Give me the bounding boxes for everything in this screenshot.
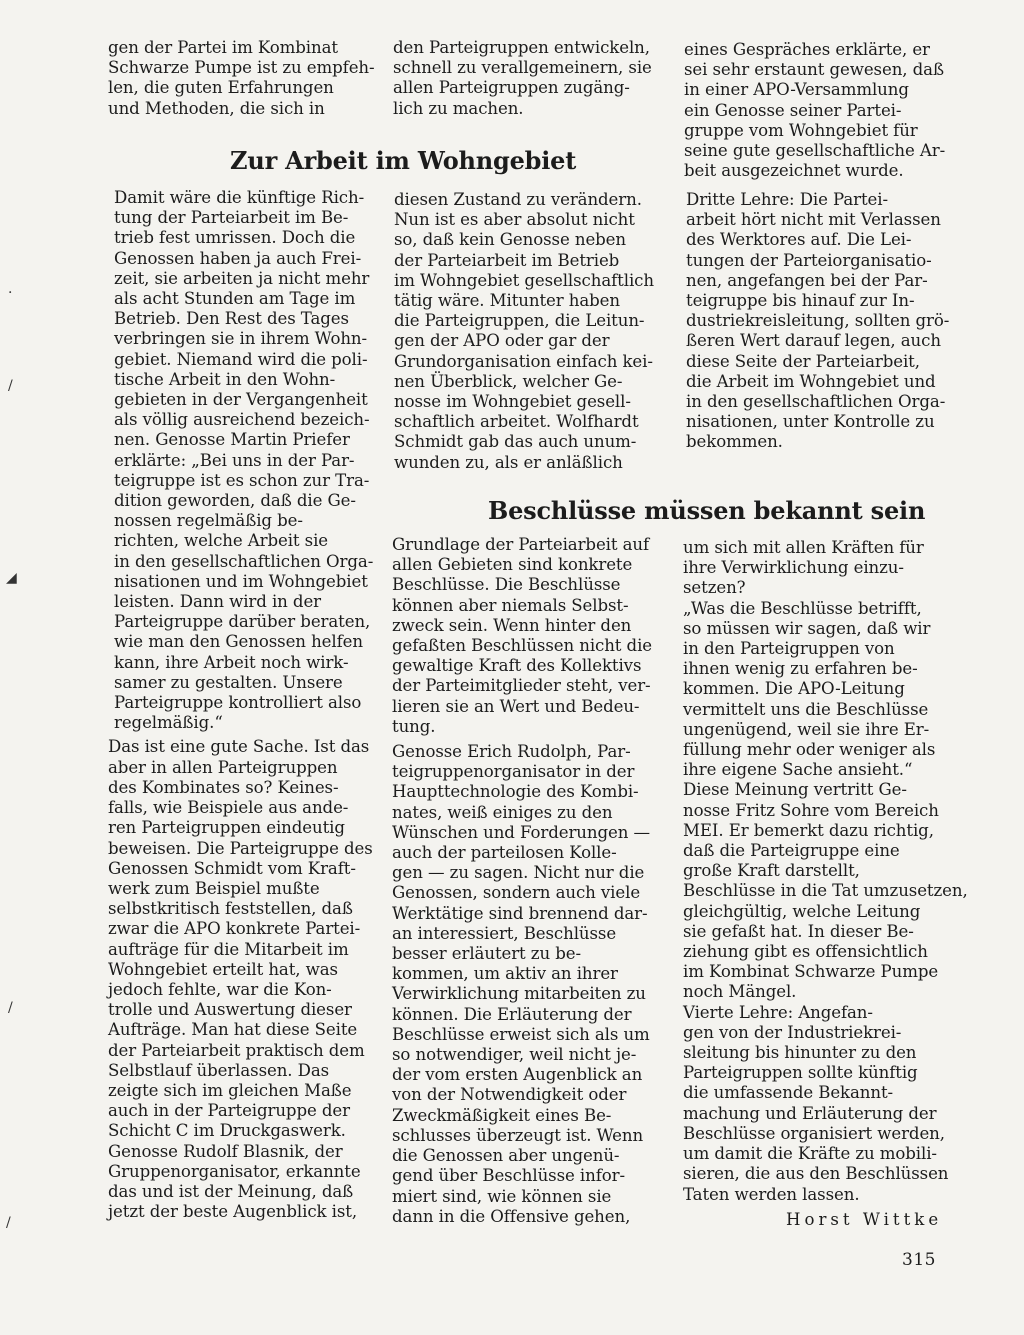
- text-line: gebiet. Niemand wird die poli-: [114, 349, 368, 369]
- text-line: allen Gebieten sind konkrete: [392, 555, 633, 575]
- text-line: seine gute gesellschaftliche Ar-: [684, 141, 946, 161]
- text-line: Genossen haben ja auch Frei-: [114, 248, 362, 268]
- text-line: trieb fest umrissen. Doch die: [114, 228, 356, 248]
- text-line: beit ausgezeichnet wurde.: [684, 161, 904, 181]
- text-line: der Parteiarbeit praktisch dem: [108, 1040, 365, 1060]
- text-line: samer zu gestalten. Unsere: [114, 672, 343, 692]
- margin-mark-icon: /: [8, 1000, 13, 1016]
- text-line: auch in der Parteigruppe der: [108, 1101, 350, 1121]
- section1-col1: [108, 188, 376, 1222]
- text-line: können. Die Erläuterung der: [392, 1004, 632, 1024]
- text-line: so notwendiger, weil nicht je-: [392, 1045, 637, 1065]
- text-line: Betrieb. Den Rest des Tages: [114, 309, 349, 329]
- text-line: ein Genosse seiner Partei-: [684, 100, 902, 120]
- text-line: Das ist eine gute Sache. Ist das: [108, 737, 370, 757]
- text-line: aber in allen Parteigruppen: [108, 757, 338, 777]
- text-line: sleitung bis hinunter zu den: [683, 1043, 917, 1063]
- text-line: bekommen.: [686, 432, 783, 452]
- text-line: schnell zu verallgemeinern, sie: [393, 58, 652, 78]
- margin-mark-icon: /: [8, 378, 13, 394]
- text-line: werk zum Beispiel mußte: [108, 878, 320, 898]
- text-line: Grundlage der Parteiarbeit auf: [392, 535, 650, 554]
- margin-mark-icon: /: [6, 1215, 11, 1231]
- text-line: verbringen sie in ihrem Wohn-: [114, 329, 368, 349]
- text-line: das und ist der Meinung, daß: [108, 1181, 354, 1201]
- text-line: in den Parteigruppen von: [683, 639, 895, 659]
- text-line: Schmidt gab das auch unum-: [394, 432, 637, 452]
- text-line: zweck sein. Wenn hinter den: [392, 615, 632, 635]
- text-line: als völlig ausreichend bezeich-: [114, 410, 370, 430]
- text-line: gen — zu sagen. Nicht nur die: [392, 863, 645, 883]
- text-line: aufträge für die Mitarbeit im: [108, 939, 349, 959]
- text-line: können aber niemals Selbst-: [392, 595, 629, 615]
- text-line: gebieten in der Vergangenheit: [114, 390, 368, 410]
- text-line: sie gefaßt hat. In dieser Be-: [683, 921, 914, 941]
- paragraph: [684, 40, 952, 181]
- text-line: machung und Erläuterung der: [683, 1103, 937, 1123]
- text-line: tung.: [392, 716, 436, 736]
- top-col1: [108, 38, 375, 119]
- text-line: so müssen wir sagen, daß wir: [683, 618, 931, 638]
- text-line: gruppe vom Wohngebiet für: [684, 120, 918, 140]
- section1-col2: [394, 190, 662, 473]
- text-line: wie man den Genossen helfen: [114, 632, 363, 652]
- text-line: schlusses überzeugt ist. Wenn: [392, 1125, 644, 1145]
- text-line: Grundorganisation einfach kei-: [394, 351, 653, 371]
- text-line: große Kraft darstellt,: [683, 861, 860, 881]
- text-line: miert sind, wie können sie: [392, 1186, 612, 1206]
- text-line: Parteigruppe kontrolliert also: [114, 693, 362, 713]
- text-line: diese Seite der Parteiarbeit,: [686, 351, 920, 371]
- text-line: teigruppe ist es schon zur Tra-: [114, 470, 370, 490]
- text-line: zeigte sich im gleichen Maße: [108, 1080, 352, 1100]
- text-line: Zweckmäßigkeit eines Be-: [392, 1105, 612, 1125]
- text-line: zeit, sie arbeiten ja nicht mehr: [114, 268, 370, 288]
- text-line: Parteigruppe darüber beraten,: [114, 612, 371, 632]
- text-line: allen Parteigruppen zugäng-: [393, 78, 630, 98]
- text-line: zwar die APO konkrete Partei-: [108, 919, 361, 939]
- text-line: Selbstlauf überlassen. Das: [108, 1060, 330, 1080]
- text-line: sei sehr erstaunt gewesen, daß: [684, 60, 944, 80]
- text-line: nosse Fritz Sohre vom Bereich: [683, 800, 939, 820]
- text-line: die umfassende Bekannt-: [683, 1083, 894, 1103]
- text-line: daß die Parteigruppe eine: [683, 841, 900, 861]
- text-line: erklärte: „Bei uns in der Par-: [114, 450, 355, 470]
- text-line: Taten werden lassen.: [683, 1184, 860, 1204]
- text-line: noch Mängel.: [683, 982, 797, 1002]
- text-line: tische Arbeit in den Wohn-: [114, 369, 336, 389]
- text-line: um sich mit allen Kräften für: [683, 538, 924, 557]
- text-line: die Parteigruppen, die Leitun-: [394, 311, 645, 331]
- text-line: füllung mehr oder weniger als: [683, 740, 936, 760]
- text-line: sieren, die aus den Beschlüssen: [683, 1164, 949, 1184]
- text-line: falls, wie Beispiele aus ande-: [108, 798, 349, 818]
- text-line: tungen der Parteiorganisatio-: [686, 250, 932, 270]
- text-line: der Parteiarbeit im Betrieb: [394, 250, 620, 270]
- text-line: ßeren Wert darauf legen, auch: [686, 331, 941, 351]
- paragraph: [683, 538, 951, 599]
- text-line: arbeit hört nicht mit Verlassen: [686, 210, 941, 230]
- text-line: ihnen wenig zu erfahren be-: [683, 659, 918, 679]
- page-number: 315: [902, 1250, 936, 1270]
- margin-mark-icon: ◢: [6, 570, 17, 586]
- text-line: Vierte Lehre: Angefan-: [683, 1002, 873, 1022]
- paragraph: [392, 742, 660, 1227]
- text-line: jedoch fehlte, war die Kon-: [108, 979, 332, 999]
- text-line: lieren sie an Wert und Bedeu-: [392, 696, 640, 716]
- top-col3: [684, 40, 952, 181]
- top-col2: [393, 38, 661, 119]
- text-line: schaftlich arbeitet. Wolfhardt: [394, 412, 639, 432]
- heading-wohngebiet: Zur Arbeit im Wohngebiet: [230, 146, 577, 175]
- text-line: Diese Meinung vertritt Ge-: [683, 780, 907, 800]
- text-line: setzen?: [683, 578, 746, 598]
- paragraph: [683, 1003, 951, 1205]
- text-line: Nun ist es aber absolut nicht: [394, 210, 635, 230]
- signature: Horst Wittke: [786, 1210, 943, 1229]
- text-line: dustriekreisleitung, sollten grö-: [686, 311, 950, 331]
- paragraph: [394, 190, 662, 473]
- text-line: Beschlüsse. Die Beschlüsse: [392, 575, 621, 595]
- text-line: kommen. Die APO-Leitung: [683, 679, 905, 699]
- heading-beschluesse: Beschlüsse müssen bekannt sein: [488, 496, 926, 525]
- text-line: gen von der Industriekrei-: [683, 1022, 902, 1042]
- text-line: len, die guten Erfahrungen: [108, 78, 334, 98]
- text-line: im Wohngebiet gesellschaftlich: [394, 270, 654, 290]
- text-line: Aufträge. Man hat diese Seite: [108, 1020, 358, 1040]
- paragraph: [114, 188, 376, 733]
- paragraph: [108, 737, 376, 1222]
- text-line: regelmäßig.“: [114, 713, 223, 733]
- text-line: der Parteimitglieder steht, ver-: [392, 676, 651, 696]
- text-line: des Werktores auf. Die Lei-: [686, 230, 912, 250]
- text-line: richten, welche Arbeit sie: [114, 531, 329, 551]
- text-line: im Kombinat Schwarze Pumpe: [683, 962, 939, 982]
- paragraph: [392, 535, 660, 737]
- text-line: selbstkritisch feststellen, daß: [108, 899, 353, 919]
- text-line: ziehung gibt es offensichtlich: [683, 942, 928, 962]
- text-line: nisationen, unter Kontrolle zu: [686, 412, 935, 432]
- text-line: ihre eigene Sache ansieht.“: [683, 760, 913, 780]
- text-line: in den gesellschaftlichen Orga-: [686, 392, 946, 412]
- text-line: Dritte Lehre: Die Partei-: [686, 190, 888, 209]
- text-line: die Genossen aber ungenü-: [392, 1146, 620, 1166]
- text-line: als acht Stunden am Tage im: [114, 289, 356, 309]
- text-line: besser erläutert zu be-: [392, 944, 581, 964]
- text-line: Verwirklichung mitarbeiten zu: [392, 984, 646, 1004]
- text-line: auch der parteilosen Kolle-: [392, 843, 617, 863]
- text-line: gefaßten Beschlüssen nicht die: [392, 636, 652, 656]
- paragraph: [686, 190, 954, 453]
- text-line: in einer APO-Versammlung: [684, 80, 909, 100]
- text-line: Schwarze Pumpe ist zu empfeh-: [108, 58, 375, 78]
- text-line: gewaltige Kraft des Kollektivs: [392, 656, 642, 676]
- text-line: so, daß kein Genosse neben: [394, 230, 626, 250]
- text-line: eines Gespräches erklärte, er: [684, 40, 930, 59]
- text-line: nen Überblick, welcher Ge-: [394, 371, 623, 391]
- text-line: nossen regelmäßig be-: [114, 511, 303, 531]
- text-line: der vom ersten Augenblick an: [392, 1065, 643, 1085]
- text-line: kommen, um aktiv an ihrer: [392, 964, 618, 984]
- text-line: nen. Genosse Martin Priefer: [114, 430, 350, 450]
- text-line: den Parteigruppen entwickeln,: [393, 38, 650, 57]
- text-line: Genossen, sondern auch viele: [392, 883, 641, 903]
- text-line: beweisen. Die Parteigruppe des: [108, 838, 373, 858]
- text-line: leisten. Dann wird in der: [114, 592, 322, 612]
- text-line: an interessiert, Beschlüsse: [392, 923, 617, 943]
- text-line: gleichgültig, welche Leitung: [683, 901, 921, 921]
- text-line: jetzt der beste Augenblick ist,: [108, 1202, 358, 1222]
- text-line: ren Parteigruppen eindeutig: [108, 818, 345, 838]
- text-line: dann in die Offensive gehen,: [392, 1206, 631, 1226]
- paragraph: [108, 38, 375, 119]
- text-line: Schicht C im Druckgaswerk.: [108, 1121, 346, 1141]
- margin-mark-icon: ·: [8, 285, 13, 301]
- text-line: Haupttechnologie des Kombi-: [392, 782, 639, 802]
- text-line: ihre Verwirklichung einzu-: [683, 558, 904, 578]
- text-line: Wohngebiet erteilt hat, was: [108, 959, 338, 979]
- text-line: Damit wäre die künftige Rich-: [114, 188, 365, 207]
- section2-col2: [392, 535, 660, 1227]
- text-line: vermittelt uns die Beschlüsse: [683, 699, 929, 719]
- text-line: teigruppe bis hinauf zur In-: [686, 291, 915, 311]
- text-line: Genosse Rudolf Blasnik, der: [108, 1141, 343, 1161]
- text-line: tätig wäre. Mitunter haben: [394, 291, 620, 311]
- text-line: Beschlüsse in die Tat umzusetzen,: [683, 881, 968, 901]
- text-line: gen der Partei im Kombinat: [108, 38, 338, 57]
- text-line: lich zu machen.: [393, 98, 524, 118]
- text-line: wunden zu, als er anläßlich: [394, 452, 623, 472]
- section1-col3: [686, 190, 954, 453]
- text-line: Parteigruppen sollte künftig: [683, 1063, 918, 1083]
- text-line: dition geworden, daß die Ge-: [114, 491, 356, 511]
- text-line: des Kombinates so? Keines-: [108, 777, 339, 797]
- text-line: die Arbeit im Wohngebiet und: [686, 371, 936, 391]
- text-line: um damit die Kräfte zu mobili-: [683, 1144, 937, 1164]
- text-line: gend über Beschlüsse infor-: [392, 1166, 625, 1186]
- text-line: „Was die Beschlüsse betrifft,: [683, 598, 922, 618]
- text-line: Werktätige sind brennend dar-: [392, 903, 648, 923]
- text-line: ungenügend, weil sie ihre Er-: [683, 719, 930, 739]
- paragraph: [393, 38, 661, 119]
- text-line: und Methoden, die sich in: [108, 98, 325, 118]
- text-line: trolle und Auswertung dieser: [108, 1000, 352, 1020]
- text-line: nosse im Wohngebiet gesell-: [394, 392, 631, 412]
- text-line: tung der Parteiarbeit im Be-: [114, 208, 349, 228]
- text-line: MEI. Er bemerkt dazu richtig,: [683, 820, 934, 840]
- text-line: Gruppenorganisator, erkannte: [108, 1161, 361, 1181]
- text-line: von der Notwendigkeit oder: [392, 1085, 627, 1105]
- text-line: Beschlüsse organisiert werden,: [683, 1123, 945, 1143]
- text-line: in den gesellschaftlichen Orga-: [114, 551, 374, 571]
- text-line: nates, weiß einiges zu den: [392, 802, 613, 822]
- text-line: Genossen Schmidt vom Kraft-: [108, 858, 356, 878]
- text-line: Genosse Erich Rudolph, Par-: [392, 742, 631, 762]
- text-line: kann, ihre Arbeit noch wirk-: [114, 652, 349, 672]
- text-line: diesen Zustand zu verändern.: [394, 190, 642, 209]
- text-line: Wünschen und Forderungen —: [392, 822, 650, 842]
- text-line: gen der APO oder gar der: [394, 331, 610, 351]
- text-line: nisationen und im Wohngebiet: [114, 571, 368, 591]
- text-line: teigruppenorganisator in der: [392, 762, 635, 782]
- paragraph: [683, 598, 968, 1003]
- text-line: Beschlüsse erweist sich als um: [392, 1024, 650, 1044]
- text-line: nen, angefangen bei der Par-: [686, 270, 928, 290]
- section2-col3: [683, 538, 968, 1205]
